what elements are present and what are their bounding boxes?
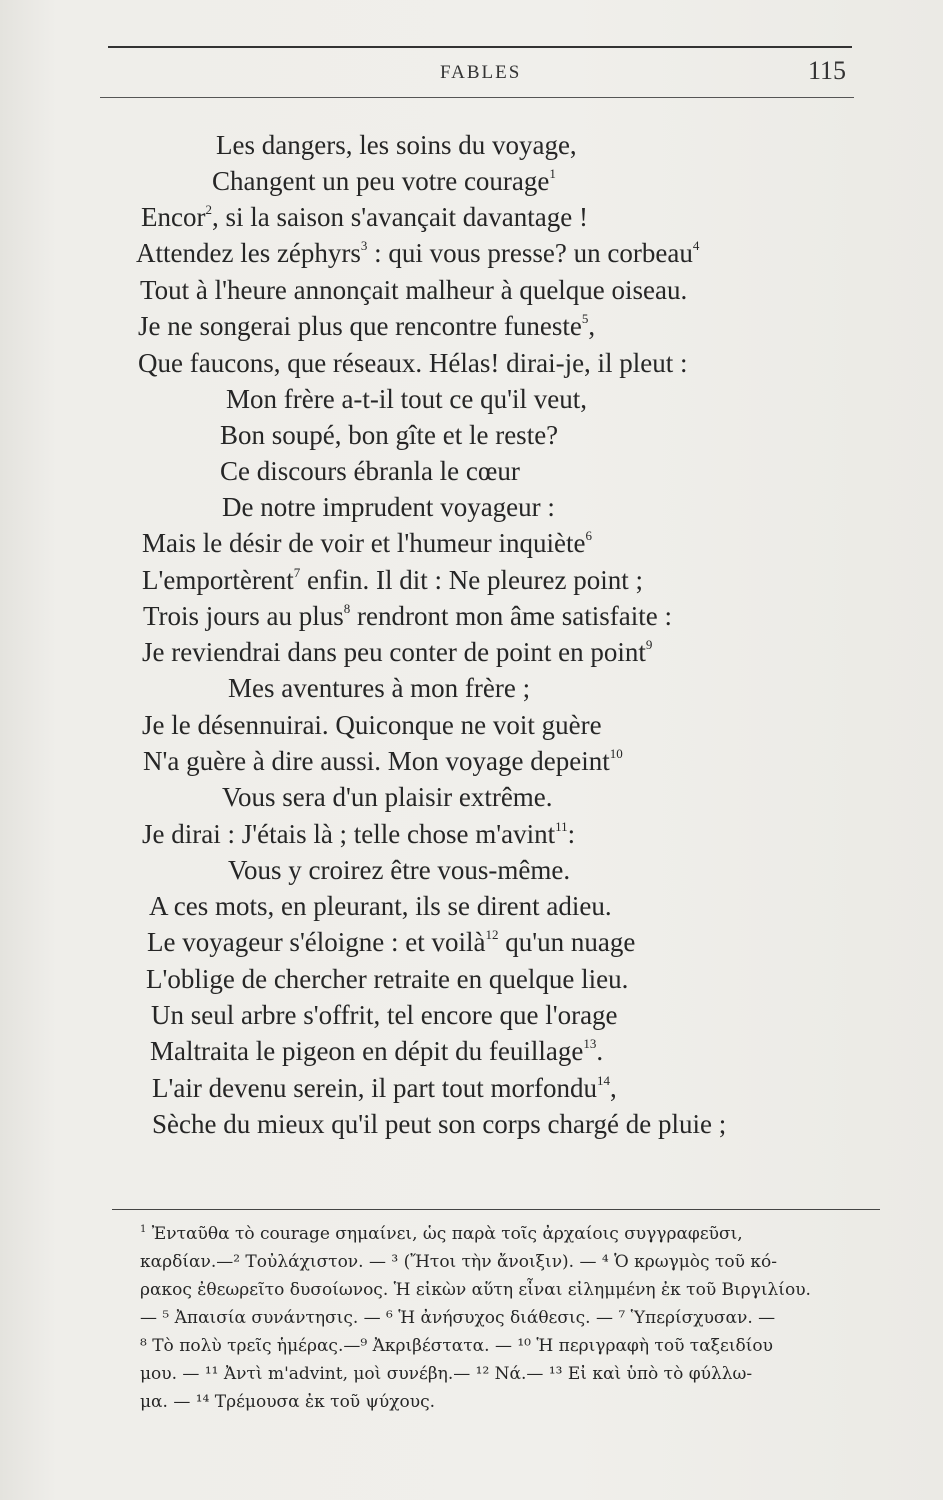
verse-line: Changent un peu votre courage$^1$ <box>212 166 556 196</box>
verse-line: Le voyageur s'éloigne : et voilà$^{12}$ qu'un nuage <box>147 927 636 957</box>
verse-line: Sèche du mieux qu'il peut son corps chargé de pluie ; <box>152 1109 727 1139</box>
footnote-line: ⁸ Τὸ πολὺ τρεῖς ἡμέρας.—⁹ Ἀκριβέστατα. — ¹⁰ Ἡ περιγραφὴ τοῦ ταξειδίου <box>140 1336 773 1356</box>
verse-line: L'oblige de chercher retraite en quelque lieu. <box>146 964 629 994</box>
verse-line: Vous sera d'un plaisir extrême. <box>222 782 553 812</box>
verse-line: Que faucons, que réseaux. Hélas! dirai-je, il pleut : <box>138 348 688 378</box>
running-title: FABLES <box>440 62 522 83</box>
verse-line: Je dirai : J'étais là ; telle chose m'avint$^{11}$: <box>142 819 576 849</box>
verse-line: Ce discours ébranla le cœur <box>220 456 520 486</box>
verse-line: Bon soupé, bon gîte et le reste? <box>220 420 559 450</box>
footnote-rule <box>112 1209 880 1210</box>
top-rule <box>108 46 852 48</box>
verse-line: L'emportèrent$^7$ enfin. Il dit : Ne pleurez point ; <box>142 565 643 595</box>
footnote-line: μα. — ¹⁴ Τρέμουσα ἐκ τοῦ ψύχους. <box>140 1392 436 1412</box>
verse-line: N'a guère à dire aussi. Mon voyage depeint$^{10}$ <box>143 746 623 776</box>
verse-line: Mes aventures à mon frère ; <box>228 673 531 703</box>
footnote-line: ρακος ἐθεωρεῖτο δυσοίωνος. Ἡ εἰκὼν αὕτη εἶναι εἰλημμένη ἐκ τοῦ Βιργιλίου. <box>140 1280 811 1300</box>
footnote-line: μου. — ¹¹ Ἀντὶ m'advint, μοὶ συνέβη.— ¹² Νά.— ¹³ Εἰ καὶ ὑπὸ τὸ φύλλω- <box>140 1364 753 1384</box>
verse-line: Vous y croirez être vous-même. <box>228 855 571 885</box>
running-header <box>0 56 943 90</box>
verse-line: Maltraita le pigeon en dépit du feuillage$^{13}$. <box>150 1036 604 1066</box>
verse-line: Attendez les zéphyrs$^3$ : qui vous presse? un corbeau$^4$ <box>136 238 700 268</box>
verse-line: Tout à l'heure annonçait malheur à quelque oiseau. <box>140 275 688 305</box>
verse-line: Encor$^2$, si la saison s'avançait davantage ! <box>141 202 588 232</box>
verse-line: Un seul arbre s'offrit, tel encore que l'orage <box>151 1000 618 1030</box>
verse-line: Les dangers, les soins du voyage, <box>216 130 577 160</box>
verse-line: Mon frère a-t-il tout ce qu'il veut, <box>226 384 587 414</box>
verse-line: Je ne songerai plus que rencontre funeste$^5$, <box>138 311 596 341</box>
verse-line: Je le désennuirai. Quiconque ne voit guère <box>142 710 602 740</box>
verse-line: L'air devenu serein, il part tout morfondu$^{14}$, <box>152 1073 617 1103</box>
footnote-line: $^1$ Ἐνταῦθα τὸ courage σημαίνει, ὡς παρὰ τοῖς ἀρχαίοις συγγραφεῦσι, <box>140 1224 743 1244</box>
footnote-line: καρδίαν.—² Τοὐλάχιστον. — ³ (Ἤτοι τὴν ἄνοιξιν). — ⁴ Ὁ κρωγμὸς τοῦ κό- <box>140 1252 777 1272</box>
footnotes <box>140 1220 880 1416</box>
verse-line: Mais le désir de voir et l'humeur inquiète$^6$ <box>142 528 592 558</box>
verse-line: De notre imprudent voyageur : <box>222 492 555 522</box>
verse-line: Je reviendrai dans peu conter de point en point$^9$ <box>142 637 653 667</box>
verse-line: A ces mots, en pleurant, ils se dirent adieu. <box>149 891 612 921</box>
verse-line: Trois jours au plus$^8$ rendront mon âme satisfaite : <box>143 601 672 631</box>
footnote-line: — ⁵ Ἀπαισία συνάντησις. — ⁶ Ἡ ἀνήσυχος διάθεσις. — ⁷ Ὑπερίσχυσαν. — <box>140 1308 776 1328</box>
page-number: 115 <box>808 56 847 85</box>
header-rule <box>100 97 854 98</box>
